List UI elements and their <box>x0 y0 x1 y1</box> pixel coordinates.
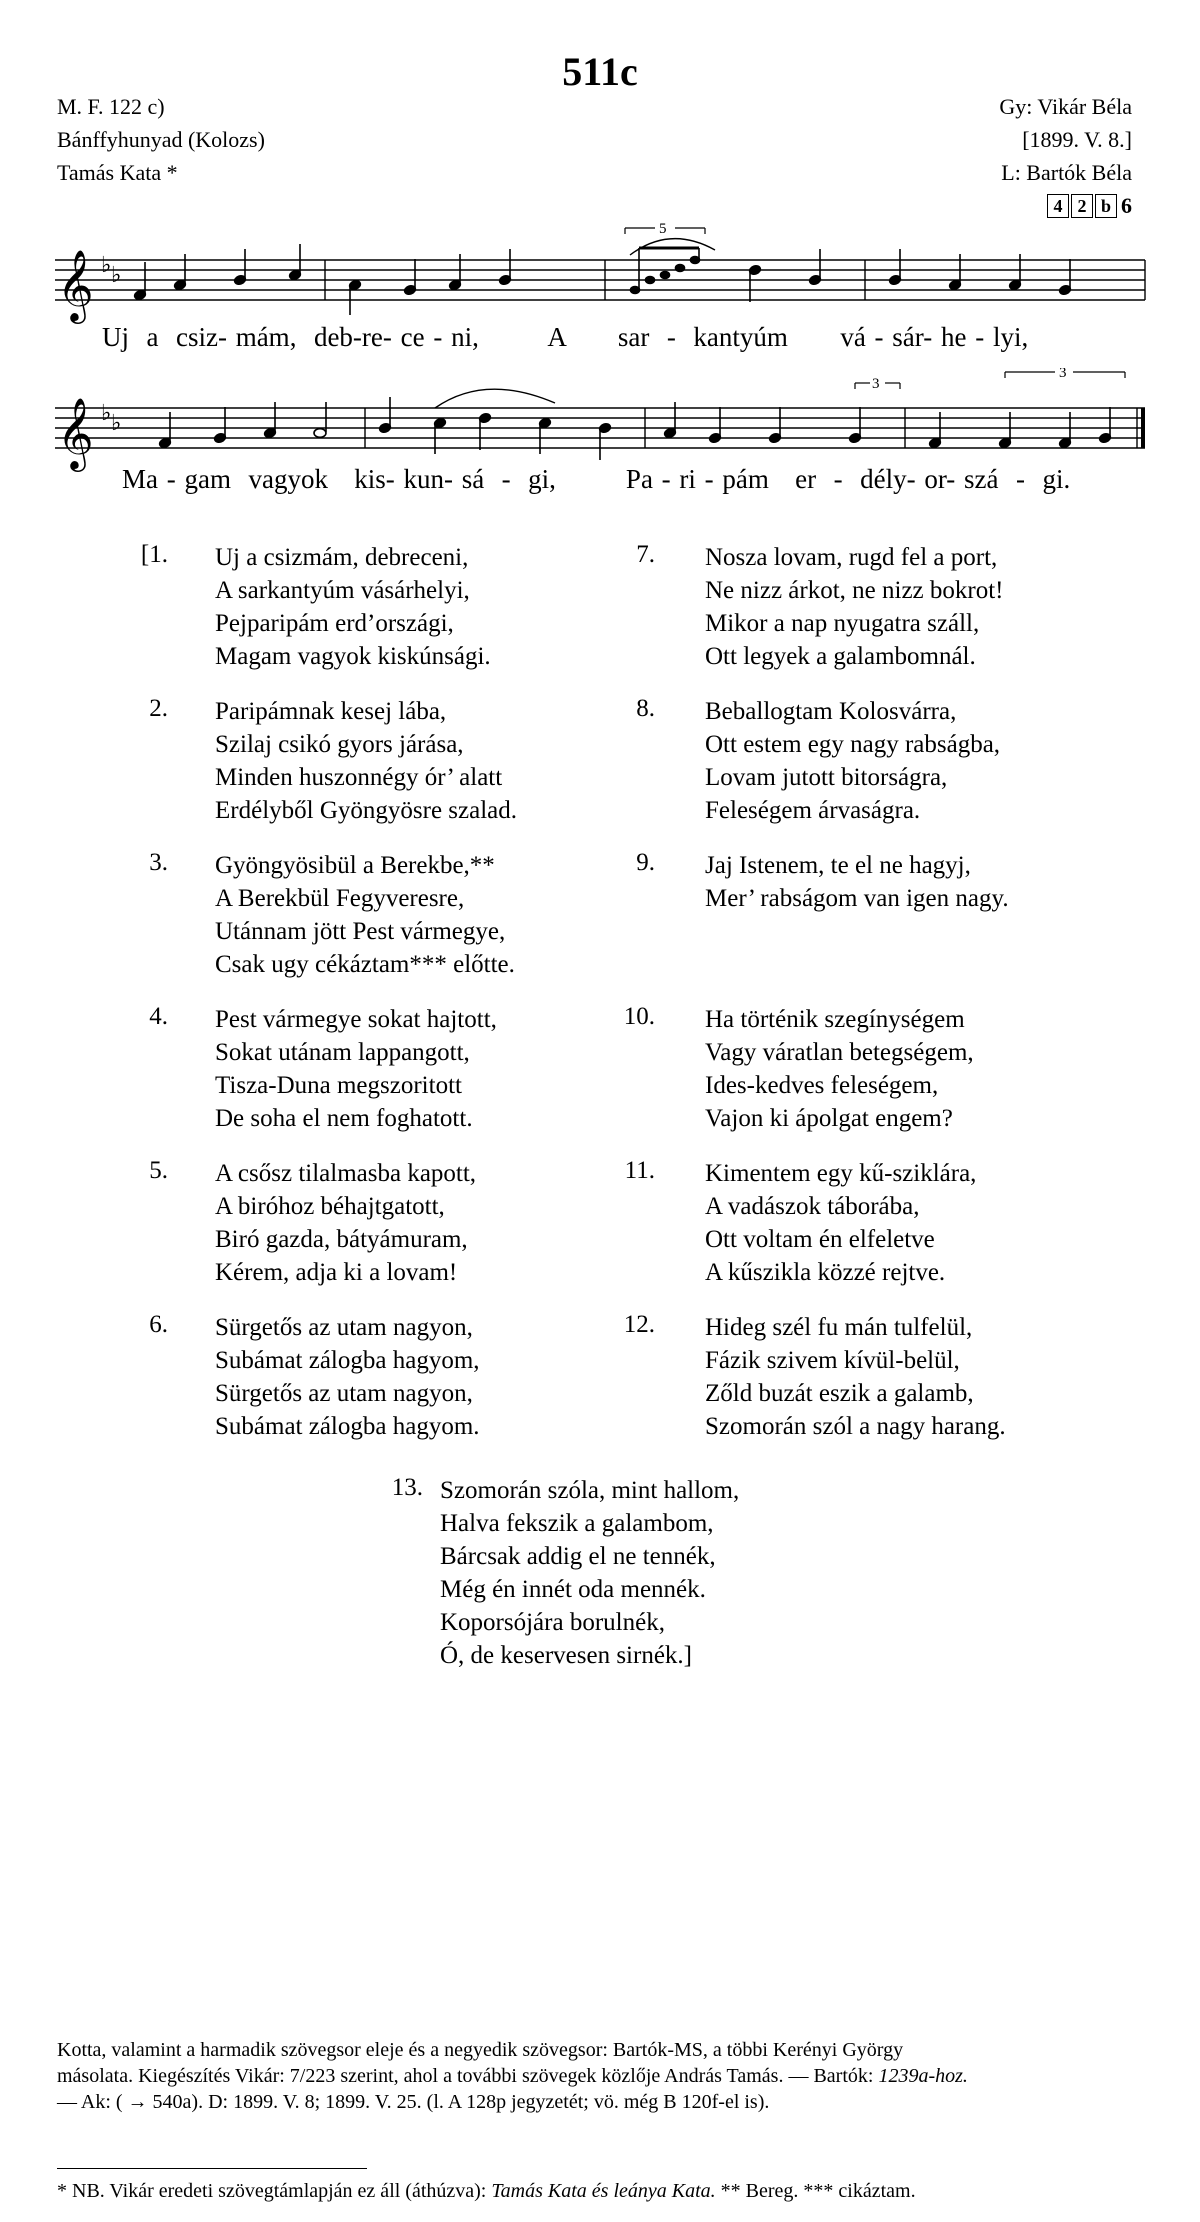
verse-number: 4. <box>149 1003 168 1030</box>
verse-line: Paripámnak kesej lába, <box>215 698 447 725</box>
verse-line: Sokat utánam lappangott, <box>215 1039 470 1066</box>
footnote-divider <box>57 2168 367 2169</box>
music-staff-1 <box>55 220 1155 330</box>
verse-line: Zőld buzát eszik a galamb, <box>705 1380 974 1407</box>
tuplet-3a: 3 <box>872 376 880 392</box>
collection-ref: M. F. 122 c) <box>57 94 165 119</box>
verse-line: Mikor a nap nyugatra száll, <box>705 610 980 637</box>
verse-text <box>215 1311 480 1443</box>
verse-text <box>705 1311 1006 1443</box>
verse-number: 6. <box>149 1311 168 1338</box>
verse-line: Erdélyből Gyöngyösre szalad. <box>215 797 518 824</box>
verse-number: 10. <box>623 1003 655 1030</box>
verse-text <box>705 1003 974 1135</box>
notes-line-3: — Ak: ( → 540a). D: 1899. V. 8; 1899. V. 25. (l. A 128p jegyzetét; vö. még B 120f-el is). <box>57 2091 770 2113</box>
verse-line: De soha el nem foghatott. <box>215 1105 473 1132</box>
verse-number: 8. <box>636 695 655 722</box>
collector-info <box>999 90 1132 222</box>
verse-text <box>215 1003 497 1135</box>
collector: Gy: Vikár Béla <box>999 94 1132 119</box>
footnote-text-a: * NB. Vikár eredeti szövegtámlapján ez áll (áthúzva): <box>57 2180 492 2202</box>
verse-line: Ides-kedves feleségem, <box>705 1072 939 1099</box>
form-code-6: 6 <box>1121 193 1132 218</box>
verse-text <box>215 849 515 981</box>
verse-text <box>705 541 1004 673</box>
form-code-box-3: b <box>1095 194 1117 218</box>
lyrics-line-1: Uj a csiz- mám, deb-re- ce - ni, A sar - kantyúm vá - sár- he - lyi, <box>102 322 1029 352</box>
footnote-text-c: ** Bereg. *** cikáztam. <box>715 2180 916 2202</box>
verse-line: Csak ugy cékáztam*** előtte. <box>215 951 515 978</box>
page-title: 511c <box>562 49 638 94</box>
verse-line: Ne nizz árkot, ne nizz bokrot! <box>705 577 1004 604</box>
verse-text <box>215 695 517 827</box>
verse-line: Koporsójára borulnék, <box>440 1609 665 1636</box>
verse-line: A kűszikla közzé rejtve. <box>705 1259 946 1286</box>
verse-line: Magam vagyok kiskúnsági. <box>215 643 491 670</box>
verse-line: A Berekbül Fegyveresre, <box>215 885 465 912</box>
verse-line: Mer’ rabságom van igen nagy. <box>705 885 1009 912</box>
verse-line: Sürgetős az utam nagyon, <box>215 1314 473 1341</box>
verse-line: Szilaj csikó gyors járása, <box>215 731 464 758</box>
verse-line: Tisza-Duna megszoritott <box>215 1072 462 1099</box>
form-code-box-2: 2 <box>1071 194 1093 218</box>
verse-number: 11. <box>624 1157 655 1184</box>
verse-line: Gyöngyösibül a Berekbe,** <box>215 852 495 879</box>
flat-sign-b: ♭ <box>101 401 112 426</box>
verse-number: 3. <box>149 849 168 876</box>
verse-line: Pest vármegye sokat hajtott, <box>215 1006 497 1033</box>
tuplet-5: 5 <box>659 221 667 237</box>
verse-line: Ott estem egy nagy rabságba, <box>705 731 1001 758</box>
verse-line: Uj a csizmám, debreceni, <box>215 544 469 571</box>
verse-line: Kimentem egy kű-sziklára, <box>705 1160 977 1187</box>
verse-line: Lovam jutott bitorságra, <box>705 764 948 791</box>
verse-text <box>440 1474 739 1672</box>
verse-line: Vajon ki ápolgat engem? <box>705 1105 953 1132</box>
verse-line: Fázik szivem kívül-belül, <box>705 1347 960 1374</box>
verse-number: 5. <box>149 1157 168 1184</box>
verse-line: Szomorán szól a nagy harang. <box>705 1413 1006 1440</box>
verse-line: Ott voltam én elfeletve <box>705 1226 935 1253</box>
verse-number: 12. <box>623 1311 655 1338</box>
verse-number: 13. <box>391 1474 423 1501</box>
notes-line-2: másolata. Kiegészítés Vikár: 7/223 szerint, ahol a további szövegek közlője András Tamás. — Bartók: 1239a-hoz. <box>57 2065 968 2087</box>
verse-number: 7. <box>636 541 655 568</box>
verse-line: A csősz tilalmasba kapott, <box>215 1160 477 1187</box>
notes-italic-ref: 1239a-hoz. <box>878 2065 968 2087</box>
verse-text <box>705 849 1009 915</box>
treble-clef: 𝄞 <box>57 396 94 469</box>
editorial-notes <box>57 2037 1147 2115</box>
verse-line: Pejparipám erd’országi, <box>215 610 454 637</box>
verse-text <box>705 695 1000 827</box>
verse-line: A vadászok táborába, <box>705 1193 920 1220</box>
verse-line: Sürgetős az utam nagyon, <box>215 1380 473 1407</box>
lyrics-line-2: Ma - gam vagyok kis- kun- sá - gi, Pa - ri - pám er - dély- or- szá - gi. <box>122 464 1071 494</box>
verse-line: Utánnam jött Pest vármegye, <box>215 918 506 945</box>
verse-line: Szomorán szóla, mint hallom, <box>440 1477 740 1504</box>
verse-number: 9. <box>636 849 655 876</box>
verse-line: Kérem, adja ki a lovam! <box>215 1259 458 1286</box>
verse-line: Hideg szél fu mán tulfelül, <box>705 1314 973 1341</box>
location: Bánffyhunyad (Kolozs) <box>57 127 265 152</box>
verse-line: Feleségem árvaságra. <box>705 797 921 824</box>
music-staff-2 <box>55 368 1155 478</box>
flat-sign-e: ♭ <box>111 263 122 288</box>
footnote <box>57 2178 1157 2204</box>
footnote-italic: Tamás Kata és leánya Kata. <box>491 2180 716 2202</box>
transcriber: L: Bartók Béla <box>1001 160 1132 185</box>
verse-line: Ha történik szegínységem <box>705 1006 965 1033</box>
verse-text <box>215 541 491 673</box>
verse-line: A sarkantyúm vásárhelyi, <box>215 577 470 604</box>
verse-line: Biró gazda, bátyámuram, <box>215 1226 468 1253</box>
verse-line: Nosza lovam, rugd fel a port, <box>705 544 998 571</box>
flat-sign-b: ♭ <box>101 253 112 278</box>
performer: Tamás Kata * <box>57 160 178 185</box>
form-code-box-1: 4 <box>1047 194 1069 218</box>
treble-clef: 𝄞 <box>57 248 94 321</box>
verse-text <box>215 1157 476 1289</box>
source-info <box>57 90 265 189</box>
slur-arc-2 <box>435 389 555 408</box>
collection-date: [1899. V. 8.] <box>1022 127 1132 152</box>
flat-sign-e: ♭ <box>111 411 122 436</box>
verse-number: [1. <box>140 541 168 568</box>
verse-line: Subámat zálogba hagyom. <box>215 1413 480 1440</box>
verse-line: Halva fekszik a galambom, <box>440 1510 714 1537</box>
verse-line: Beballogtam Kolosvárra, <box>705 698 957 725</box>
tuplet-3b: 3 <box>1059 368 1067 381</box>
verse-line: Minden huszonnégy ór’ alatt <box>215 764 503 791</box>
verse-line: Bárcsak addig el ne tennék, <box>440 1543 716 1570</box>
verse-line: Jaj Istenem, te el ne hagyj, <box>705 852 971 879</box>
verse-text <box>705 1157 976 1289</box>
notes-line-1: Kotta, valamint a harmadik szövegsor eleje és a negyedik szövegsor: Bartók-MS, a többi Kerényi György <box>57 2039 904 2061</box>
verse-line: Ó, de keservesen sirnék.] <box>440 1642 692 1669</box>
verse-number: 2. <box>149 695 168 722</box>
form-code <box>999 189 1132 222</box>
verse-line: Ott legyek a galambomnál. <box>705 643 976 670</box>
verse-line: Még én innét oda mennék. <box>440 1576 706 1603</box>
verse-line: Vagy váratlan betegségem, <box>705 1039 974 1066</box>
verse-line: A biróhoz béhajtgatott, <box>215 1193 445 1220</box>
verse-line: Subámat zálogba hagyom, <box>215 1347 480 1374</box>
